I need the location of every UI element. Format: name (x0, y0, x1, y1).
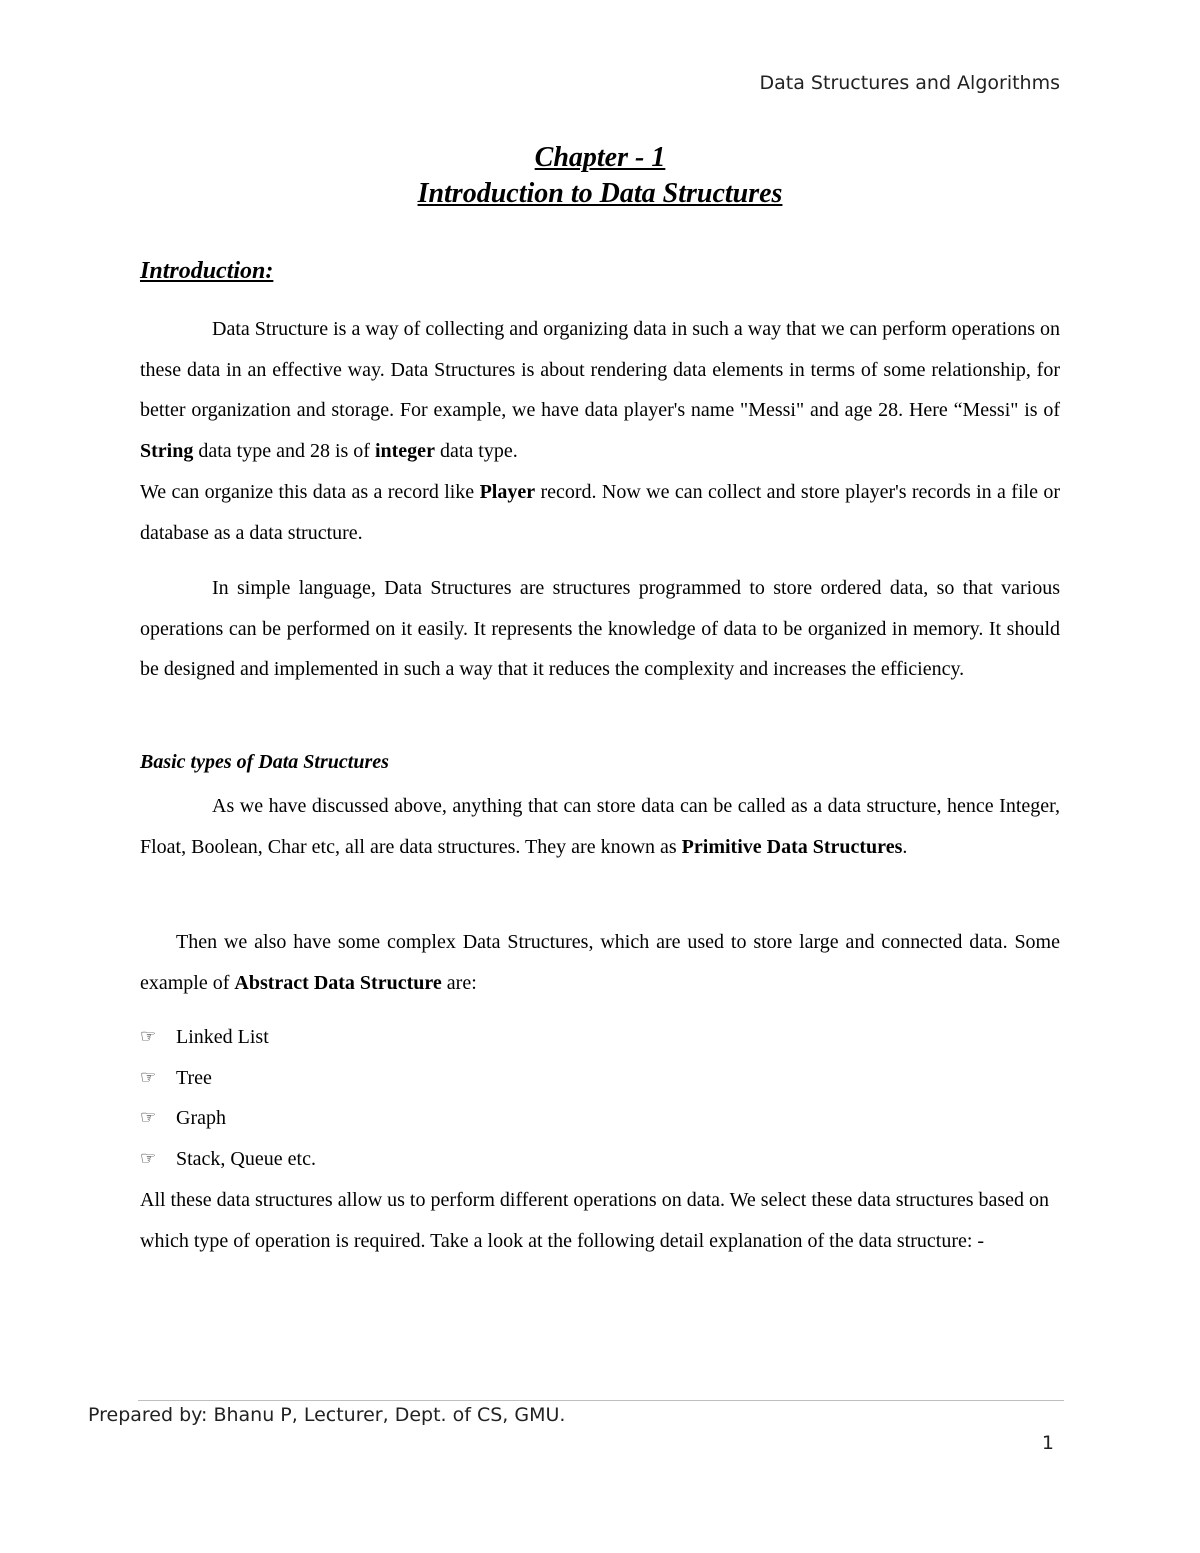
paragraph-introduction: Data Structure is a way of collecting and organizing data in such a way that we can perform operations on these data in an effective way. Data Structures is about rendering data elements in terms of some relationship, for better organization and storage. For example, we have data player's name "Messi" and age 28. Here “Messi" is of String data type and 28 is of integer data type. We can organize this data as a record like Player record. Now we can collect and store player's records in a file or database as a data structure. (140, 318, 1060, 544)
basic-types-heading: Basic types of Data Structures (140, 751, 389, 773)
pointing-hand-icon: ☞ (140, 1107, 157, 1129)
chapter-number: Chapter - 1 (534, 142, 666, 173)
list-item: ☞ Linked List (140, 1017, 1060, 1058)
chapter-title-block (0, 140, 1200, 212)
introduction-heading: Introduction: (140, 258, 274, 284)
chapter-title: Introduction to Data Structures (417, 178, 783, 209)
pointing-hand-icon: ☞ (140, 1148, 157, 1170)
list-item: ☞ Stack, Queue etc. (140, 1139, 1060, 1180)
footer-divider (138, 1400, 1064, 1401)
page-number: 1 (1041, 1432, 1054, 1454)
list-item: ☞ Graph (140, 1098, 1060, 1139)
abstract-data-structure-list (140, 1017, 1060, 1180)
paragraph-abstract: Then we also have some complex Data Structures, which are used to store large and connected data. Some example of Abstract Data Structure are: (140, 931, 1060, 994)
running-header: Data Structures and Algorithms (759, 72, 1060, 94)
list-item: ☞ Tree (140, 1058, 1060, 1099)
paragraph-simple-language: In simple language, Data Structures are structures programmed to store ordered data, so that various operations can be performed on it easily. It represents the knowledge of data to be organized in memory. It should be designed and implemented in such a way that it reduces the complexity and increases the efficiency. (140, 577, 1060, 681)
paragraph-primitive: As we have discussed above, anything that can store data can be called as a data structure, hence Integer, Float, Boolean, Char etc, all are data structures. They are known as Primitive Data Structures. (140, 795, 1060, 858)
footer-prepared-by: Prepared by: Bhanu P, Lecturer, Dept. of CS, GMU. (88, 1404, 566, 1426)
paragraph-operations: All these data structures allow us to perform different operations on data. We select these data structures based on which type of operation is required. Take a look at the following detail explanation of the data structure: - (140, 1189, 1050, 1252)
pointing-hand-icon: ☞ (140, 1026, 157, 1047)
pointing-hand-icon: ☞ (140, 1066, 157, 1088)
